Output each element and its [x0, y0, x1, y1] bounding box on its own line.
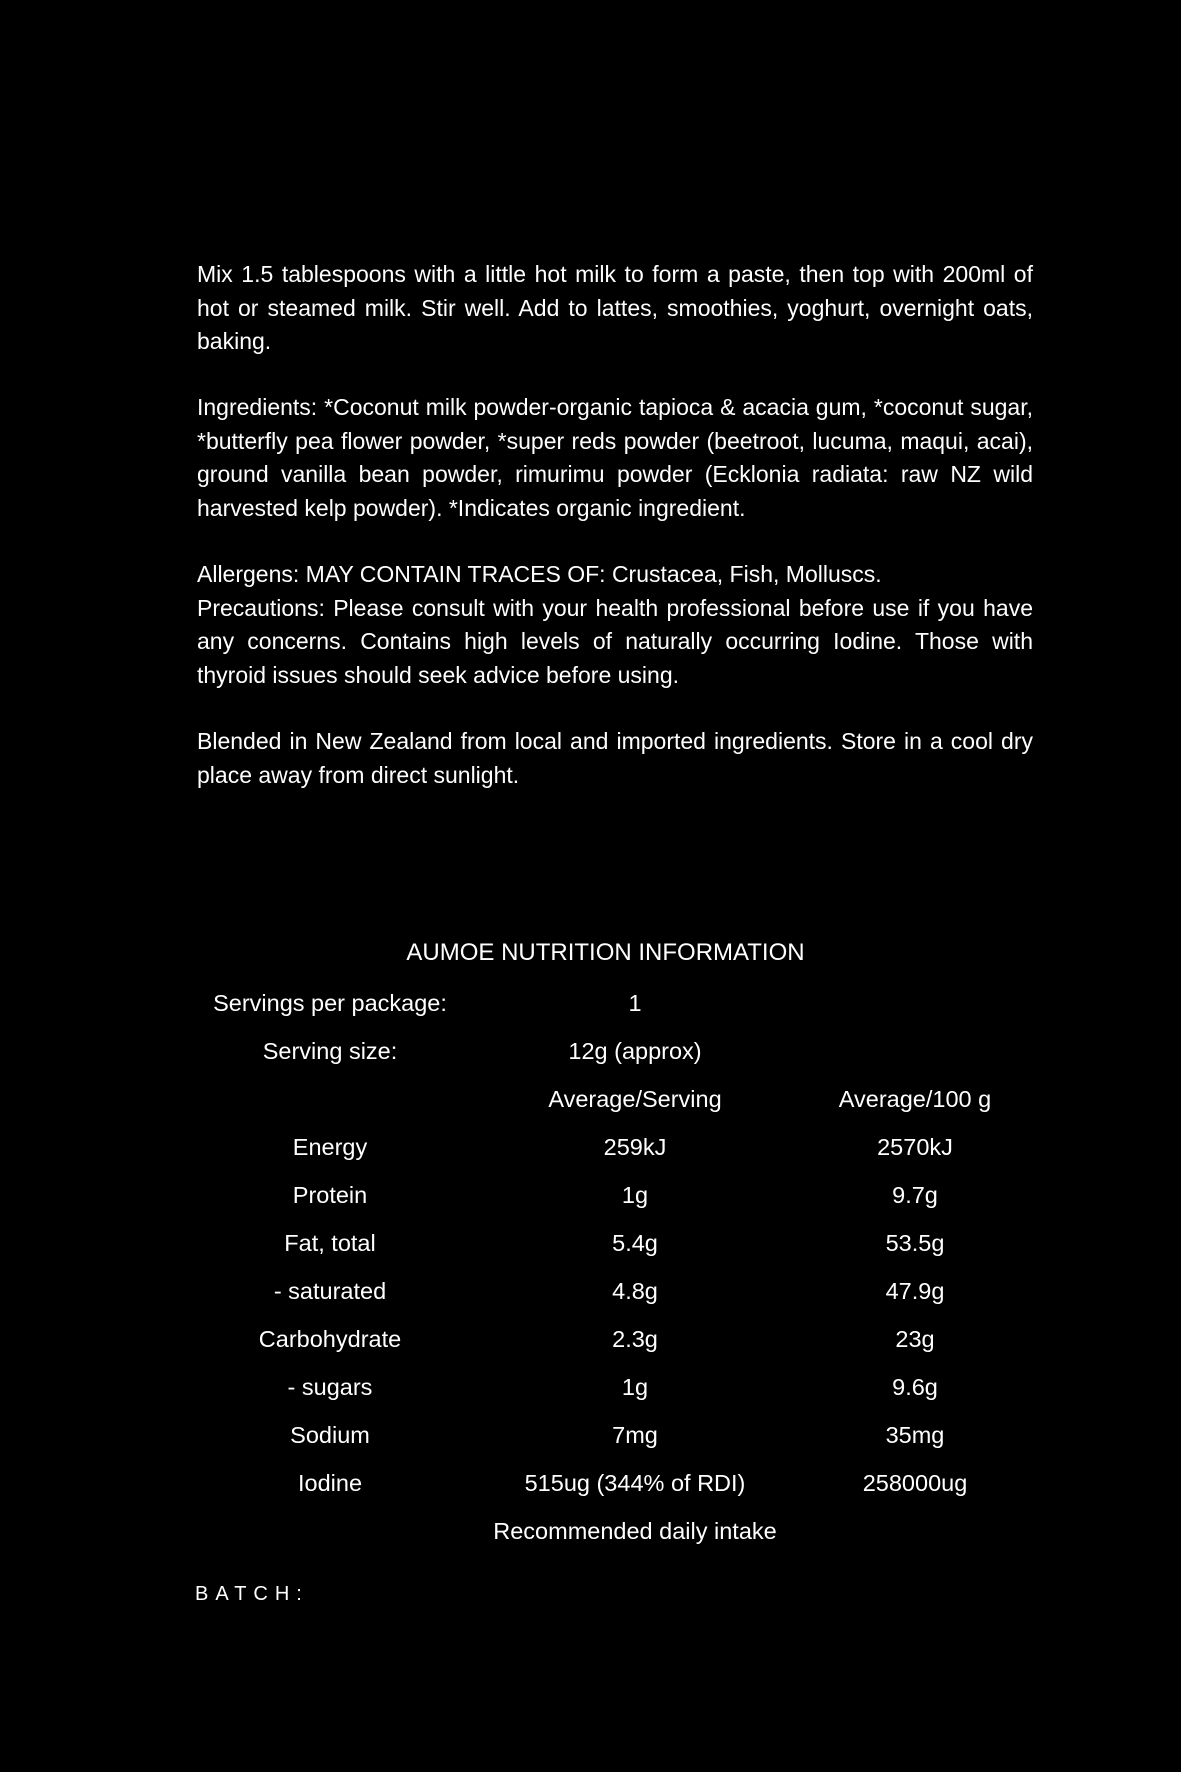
servings-row — [0, 985, 1181, 1021]
allergens-precautions-block — [197, 558, 1033, 692]
nutrient-label: Carbohydrate — [258, 1326, 402, 1352]
nutrient-label: Fat, total — [284, 1230, 376, 1256]
nutrient-per-serving: 2.3g — [612, 1326, 658, 1352]
precautions-text: Precautions: Please consult with your health professional before use if you have any concerns. Contains high levels of naturally occurring Iodine. Those with thyroid issues should seek advice before using. — [197, 594, 1033, 688]
nutrient-label: Protein — [292, 1182, 368, 1208]
servings-value: 1 — [628, 990, 642, 1016]
nutrient-row — [0, 1177, 1181, 1213]
rdi-footnote: Recommended daily intake — [493, 1518, 777, 1544]
nutrient-row — [0, 1417, 1181, 1453]
nutrient-per-serving: 7mg — [612, 1422, 658, 1448]
batch-label: BATCH: — [195, 1583, 309, 1605]
nutrient-label: Energy — [292, 1134, 368, 1160]
serving-size-row — [0, 1033, 1181, 1069]
nutrient-label: Sodium — [290, 1422, 370, 1448]
nutrient-label: - saturated — [273, 1278, 387, 1304]
nutrient-per-100g: 23g — [895, 1326, 935, 1352]
serving-size-value: 12g (approx) — [568, 1038, 702, 1064]
nutrient-per-serving: 5.4g — [612, 1230, 658, 1256]
nutrient-label: Iodine — [297, 1470, 363, 1496]
nutrient-row — [0, 1225, 1181, 1261]
nutrition-header-row — [0, 1081, 1181, 1117]
nutrient-per-100g: 53.5g — [885, 1230, 945, 1256]
directions-text: Mix 1.5 tablespoons with a little hot milk to form a paste, then top with 200ml of hot or steamed milk. Stir well. Add to lattes, smoothies, yoghurt, overnight oats, baking. — [197, 261, 1033, 354]
storage-text: Blended in New Zealand from local and imported ingredients. Store in a cool dry place away from direct sunlight. — [197, 728, 1033, 788]
nutrition-title: AUMOE NUTRITION INFORMATION — [406, 939, 805, 966]
nutrient-per-serving: 4.8g — [612, 1278, 658, 1304]
nutrient-per-100g: 35mg — [885, 1422, 945, 1448]
nutrient-row — [0, 1369, 1181, 1405]
nutrient-per-100g: 9.6g — [892, 1374, 938, 1400]
nutrient-per-serving: 259kJ — [603, 1134, 667, 1160]
column-header-100g: Average/100 g — [838, 1086, 992, 1112]
column-header-serving: Average/Serving — [548, 1086, 722, 1112]
nutrient-row — [0, 1273, 1181, 1309]
footnote-row — [0, 1513, 1181, 1549]
nutrient-per-100g: 2570kJ — [877, 1134, 953, 1160]
nutrient-per-100g: 258000ug — [862, 1470, 968, 1496]
nutrient-per-100g: 47.9g — [885, 1278, 945, 1304]
nutrient-per-100g: 9.7g — [892, 1182, 938, 1208]
nutrient-label: - sugars — [287, 1374, 373, 1400]
nutrient-row — [0, 1129, 1181, 1165]
servings-label: Servings per package: — [213, 990, 447, 1016]
allergens-text: Allergens: MAY CONTAIN TRACES OF: Crustacea, Fish, Molluscs. — [197, 561, 882, 587]
nutrient-row — [0, 1465, 1181, 1501]
serving-size-label: Serving size: — [262, 1038, 398, 1064]
nutrient-row — [0, 1321, 1181, 1357]
nutrient-per-serving: 1g — [621, 1374, 649, 1400]
nutrient-per-serving: 1g — [621, 1182, 649, 1208]
nutrient-per-serving: 515ug (344% of RDI) — [524, 1470, 746, 1496]
ingredients-text: Ingredients: *Coconut milk powder-organic tapioca & acacia gum, *coconut sugar, *butterfly pea flower powder, *super reds powder (beetroot, lucuma, maqui, acai), ground vanilla bean powder, rimurimu powder (Ecklonia radiata: raw NZ wild harvested kelp powder). *Indicates organic ingredient. — [197, 394, 1033, 521]
